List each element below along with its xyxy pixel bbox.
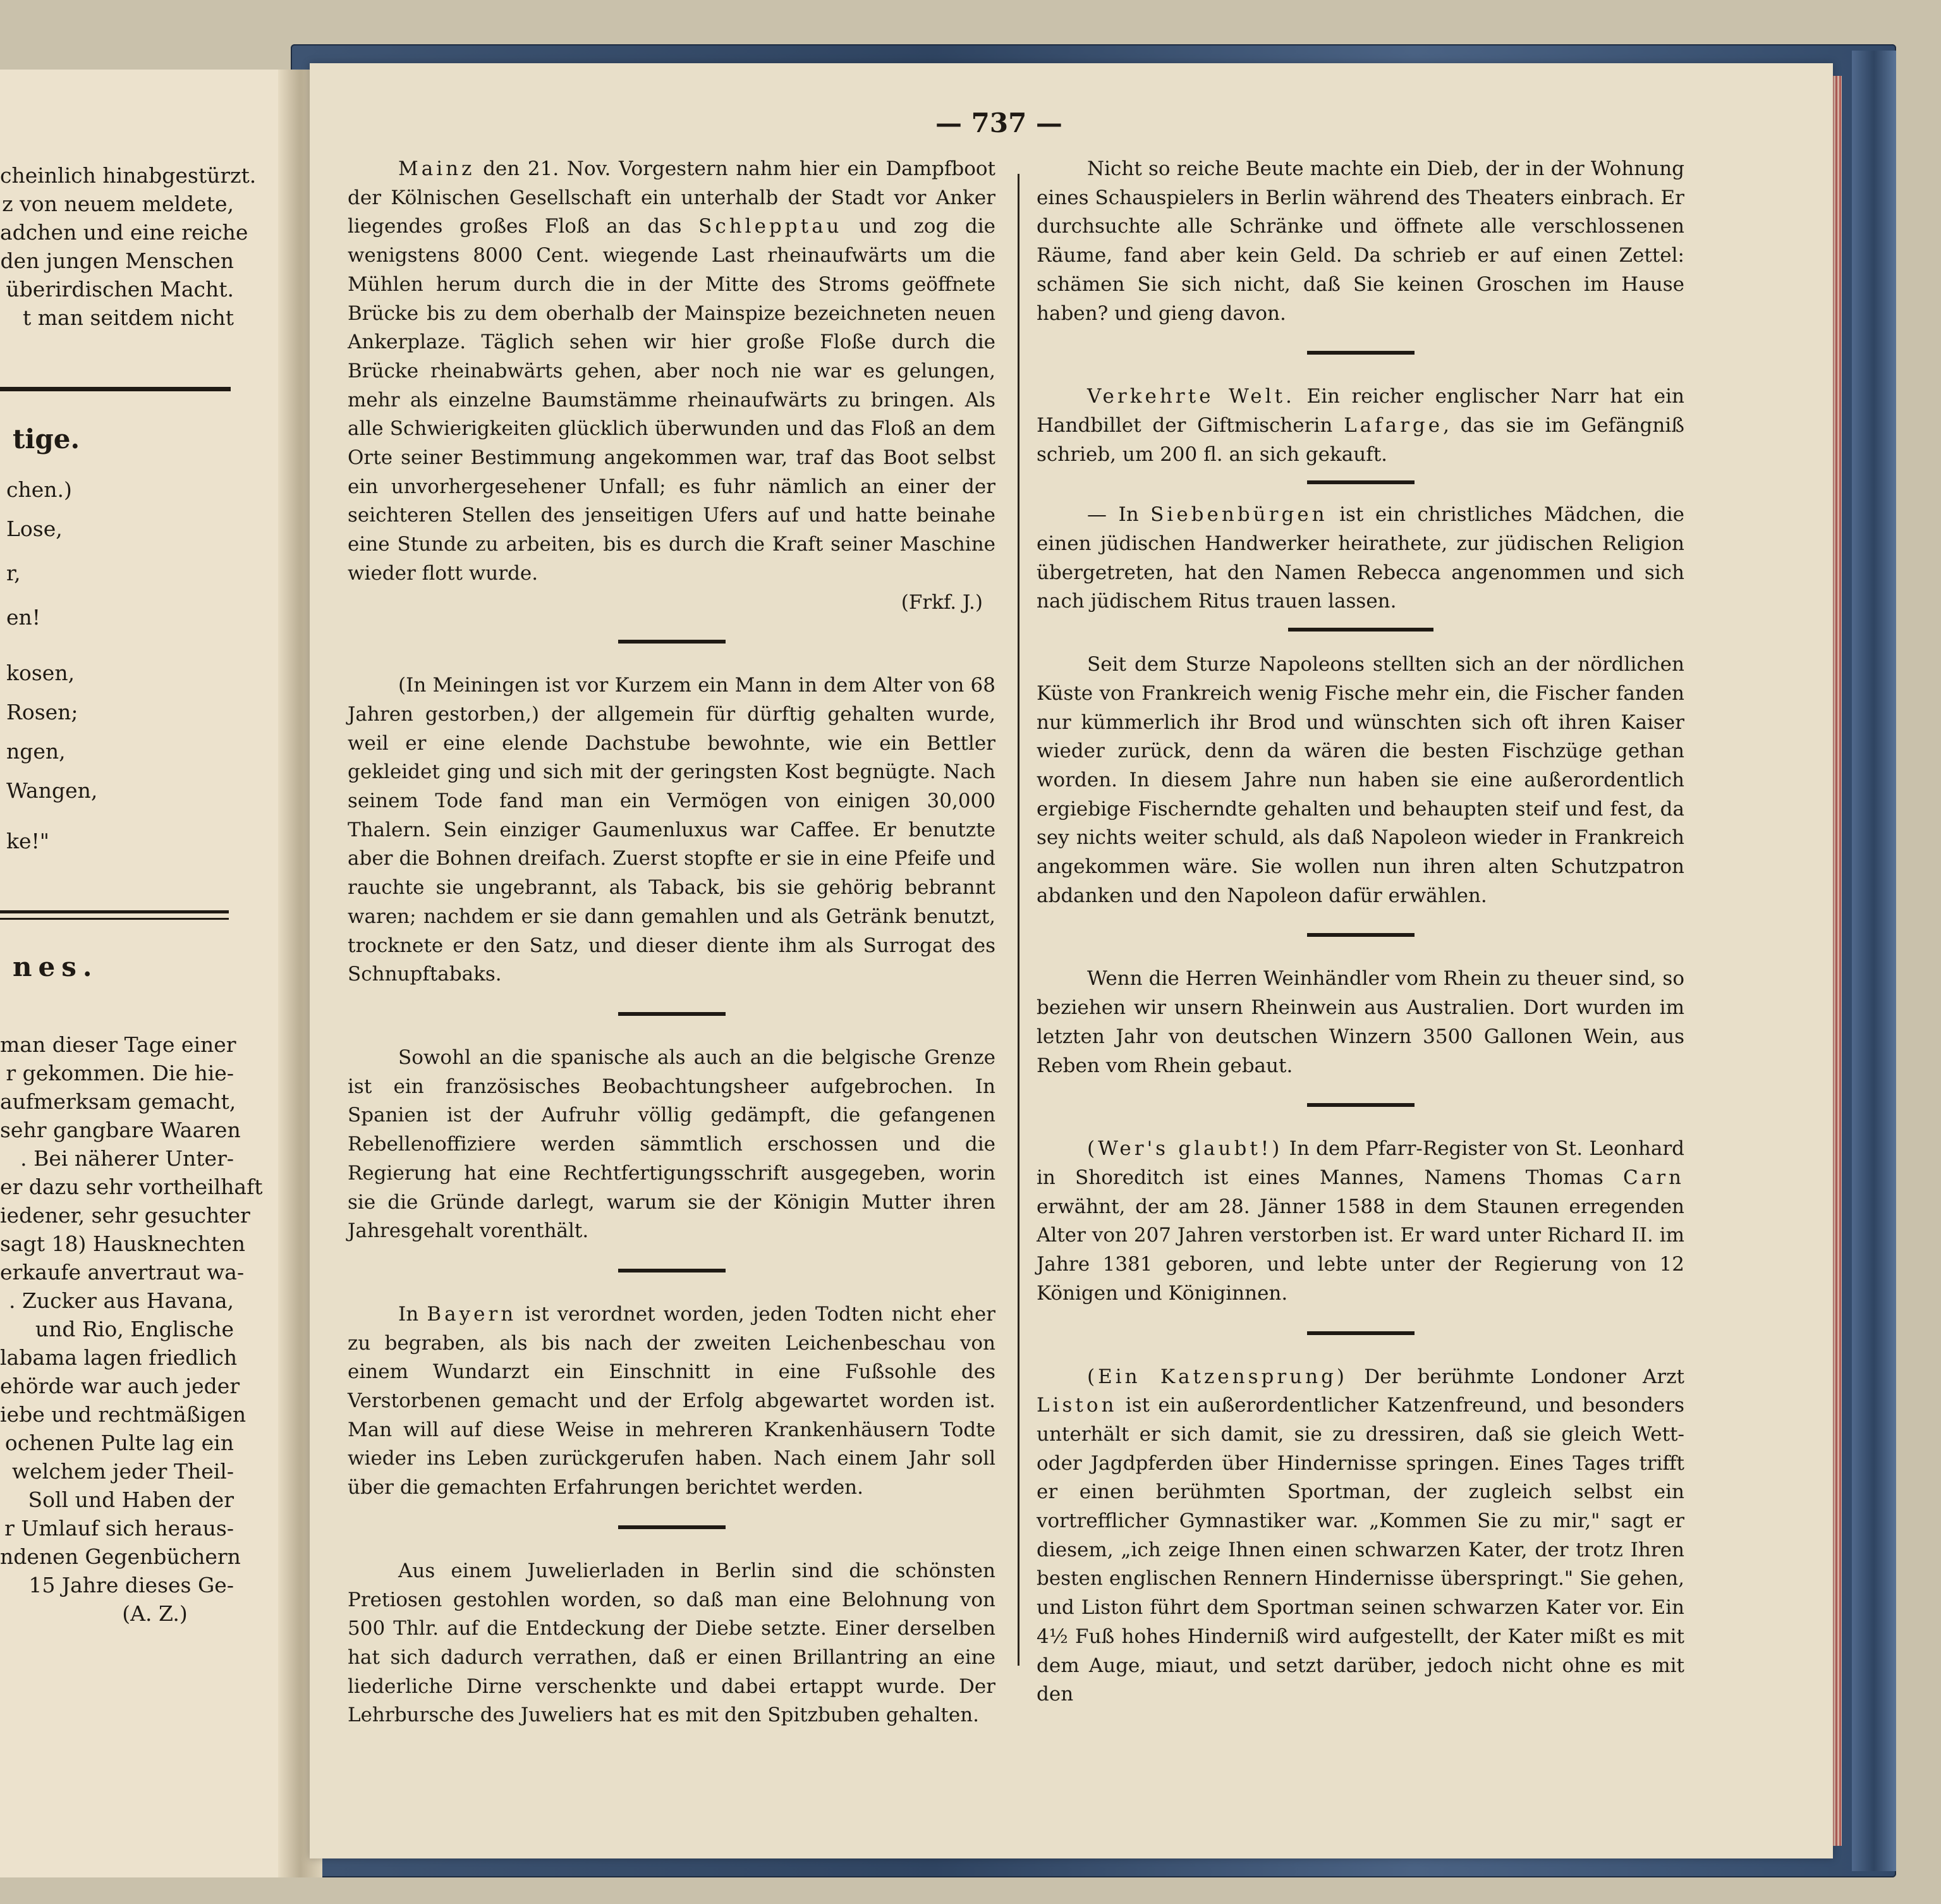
article-text: und zog die wenigstens 8000 Cent. wiegende Last rheinaufwärts um die Mühlen herum durch die in der Mitte des Stroms geöffnete Brücke bis zu dem oberhalb der Mainspize bezeichneten neuen Ankerplaze. Täglich sehen wir hier große Floße durch die Brücke rheinabwärts gehen, aber noch nie war es gelungen, mehr als einzelne Baumstämme rheinaufwärts zu bringen. Als alle Schwierigkeiten glücklich überwunden und das Floß an dem Orte seiner Bestimmung angekommen war, traf das Boot selbst ein unvorhergesehener Unfall; es fuhr nämlich an einer der seichteren Stellen des jenseitigen Ufers auf und hatte beinahe eine Stunde zu arbeiten, bis es durch die Kraft seiner Maschine wieder flott wurde. (348, 215, 995, 585)
article-napoleon: Seit dem Sturze Napoleons stellten sich an der nördlichen Küste von Frankreich wenig Fische mehr ein, die Fischer fanden nur kümmerlich ihr Brod und wünschten sich oft ihren Kaiser wieder zurück, denn da wären die besten Fischzüge gethan worden. In diesem Jahre nun haben sie eine außerordentlich ergiebige Fischerndte gehalten und behaupten steif und fest, da sey nichts weiter schuld, als daß Napoleon wieder in Frankreich angekommen wäre. Sie wollen nun ihren alten Schutzpatron abdanken und den Napoleon dafür erwählen. (1037, 653, 1684, 907)
left-heading-1: tige. (13, 424, 80, 455)
article-text: In dem Pfarr-Register von St. Leonhard in Shoreditch ist eines Mannes, Namens Thomas (1037, 1137, 1684, 1189)
article-juwelier: Aus einem Juwelierladen in Berlin sind die schönsten Pretiosen gestohlen worden, so daß man eine Belohnung von 500 Thlr. auf die Entdeckung der Diebe setzte. Einer derselben hat sich dadurch verrathen, daß er einen Brillantring an eine liederliche Dirne verschenkte und dabei ertappt wurde. Der Lehrbursche des Juweliers hat es mit den Spitzbuben gehalten. (348, 1559, 995, 1727)
left-line: cheinlich hinabgestürzt. (0, 163, 257, 188)
article-wers-glaubt (1037, 1135, 1684, 1308)
article-weinhaendler: Wenn die Herren Weinhändler vom Rhein zu theuer sind, so beziehen wir unsern Rheinwein aus Australien. Dort wurden im letzten Jahr von deutschen Winzern 3500 Gallonen Wein, aus Reben vom Rhein gebaut. (1037, 967, 1684, 1077)
left-line: Lose, (6, 516, 63, 541)
left-line: Rosen; (6, 700, 78, 724)
left-line: ke!" (6, 829, 49, 853)
spaced-word: (Ein Katzensprung) (1087, 1365, 1348, 1388)
article-text: Der berühmte Londoner Arzt (1348, 1365, 1685, 1388)
left-line: den jungen Menschen (0, 248, 234, 273)
article-source: (Frkf. J.) (901, 590, 983, 614)
left-page-poem (6, 468, 240, 858)
article-dieb: Nicht so reiche Beute machte ein Dieb, der in der Wohnung eines Schauspielers in Berlin während des Theaters einbrach. Er durchsuchte alle Schränke und öffnete alle verschlossenen Räume, fand aber kein Geld. Da schrieb er auf einen Zettel: schämen Sie sich nicht, daß Sie keinen Groschen im Hause haben? und gieng davon. (1037, 157, 1684, 325)
separator-rule (618, 1012, 726, 1016)
separator-rule (1307, 480, 1415, 484)
separator-rule (618, 1525, 726, 1529)
left-line: en! (6, 605, 41, 630)
left-rule-top (0, 387, 231, 391)
article-text: In (398, 1302, 427, 1326)
left-line: . Bei näherer Unter- (20, 1146, 234, 1171)
article-meiningen: (In Meiningen ist vor Kurzem ein Mann in dem Alter von 68 Jahren gestorben,) der allgemein für dürftig gehalten wurde, weil er eine elende Dachstube bewohnte, wie ein Bettler gekleidet ging und sich mit der geringsten Kost begnügte. Nach seinem Tode fand man ein Vermögen von einigen 30,000 Thalern. Sein einziger Gaumenluxus war Caffee. Er benutzte aber die Bohnen dreifach. Zuerst stopfte er sie in eine Pfeife und rauchte sie ungebrannt, als Taback, bis sie gehörig bebrannt waren; nachdem er sie dann gemahlen und als Getränk benutzt, trocknete er den Satz, und dieser diente ihm als Surrogat des Schnupftabaks. (348, 674, 995, 986)
left-line: kosen, (6, 661, 75, 685)
left-line: Wangen, (6, 778, 98, 803)
left-line: r, (6, 561, 21, 585)
separator-rule (618, 1269, 726, 1272)
left-heading-2: nes. (13, 951, 99, 982)
page-number: — 737 — (935, 107, 1062, 138)
article-mainz (348, 155, 995, 589)
left-line: z von neuem meldete, (2, 192, 234, 216)
left-line: ngen, (6, 739, 66, 764)
separator-rule (1288, 628, 1433, 632)
left-line: und Rio, Englische (35, 1317, 234, 1341)
left-line: ndenen Gegenbüchern (0, 1544, 241, 1569)
left-line: Soll und Haben der (28, 1487, 234, 1512)
spaced-word: Siebenbürgen (1150, 503, 1328, 527)
left-line: chen.) (6, 477, 72, 502)
separator-rule (618, 640, 726, 644)
left-line: erkaufe anvertraut wa- (0, 1260, 245, 1285)
left-line: labama lagen friedlich (0, 1345, 238, 1370)
spaced-word: Carn (1623, 1166, 1684, 1189)
left-line: aufmerksam gemacht, (0, 1089, 236, 1114)
left-source: (A. Z.) (122, 1601, 188, 1626)
spaced-word: (Wer's glaubt!) (1087, 1137, 1283, 1161)
column-divider (1018, 174, 1019, 1666)
separator-rule (1307, 933, 1415, 937)
article-verkehrte-welt (1037, 382, 1684, 469)
place-name: Mainz (398, 157, 475, 180)
article-text: erwähnt, der am 28. Jänner 1588 in dem Staunen erregenden Alter von 207 Jahren verstorben ist. Er ward unter Richard II. im Jahre 1381 geboren, und lebte unter der Regierung von 12 Königen und Königinnen. (1037, 1195, 1684, 1305)
left-line: sagt 18) Hausknechten (0, 1231, 246, 1256)
spaced-word: Verkehrte Welt. (1087, 385, 1295, 408)
left-line: . Zucker aus Havana, (9, 1288, 234, 1313)
left-line: ochenen Pulte lag ein (4, 1431, 234, 1455)
left-line: er dazu sehr vortheilhaft (0, 1175, 263, 1199)
separator-rule (1307, 1103, 1415, 1107)
separator-rule (1307, 1331, 1415, 1335)
left-line: iedener, sehr gesuchter (0, 1203, 250, 1228)
article-grenze: Sowohl an die spanische als auch an die belgische Grenze ist ein französisches Beobachtungsheer aufgebrochen. In Spanien ist der Aufruhr völlig gedämpft, die gefangenen Rebellenoffiziere werden sämmtlich erschossen und die Regierung hat eine Rechtfertigungsschrift ausgegeben, worin sie die Gründe darlegt, warum sie der Königin Mutter ihren Jahresgehalt vorenthält. (348, 1046, 995, 1243)
article-text: den 21. Nov. Vorgestern nahm hier ein Dampfboot der Kölnischen Gesellschaft ein unterhalb der Stadt vor Anker liegendes großes Floß an das (348, 157, 995, 238)
article-bayern (348, 1300, 995, 1503)
cover-edge (1852, 51, 1896, 1871)
left-line: t man seitdem nicht (23, 305, 234, 330)
column-1 (348, 155, 995, 1730)
article-siebenbuergen (1037, 501, 1684, 616)
left-line: r Umlauf sich heraus- (4, 1516, 234, 1541)
article-text: ist ein außerordentlicher Katzenfreund, und besonders unterhält er sich damit, sie zu dressiren, daß sie gleich Wett- oder Jagdpferden über Hindernisse springen. Eines Tages trifft er einen berühmten Sportman, der zugleich selbst ein vortrefflicher Gymnastiker war. „Kommen Sie zu mir," sagt er diesem, „ich zeige Ihnen einen schwarzen Kater, der trotz Ihren besten englischen Rennern Hindernisse überspringt." Sie gehen, und Liston führt dem Sportman seinen schwarzen Kater vor. Ein 4½ Fuß hohes Hinderniß wird aufgestellt, der Kater mißt es mit dem Auge, miaut, und setzt darüber, jedoch nicht ohne es mit den (1037, 1394, 1684, 1706)
article-katzensprung (1037, 1363, 1684, 1709)
left-line: man dieser Tage einer (0, 1032, 236, 1057)
left-line: überirdischen Macht. (6, 277, 234, 302)
article-text: — In (1087, 503, 1151, 527)
separator-rule (1307, 351, 1415, 355)
article-text: Ein reicher englischer Narr hat ein Handbillet der Giftmischerin (1037, 385, 1685, 437)
left-rule-mid-2 (0, 918, 229, 920)
left-page-text-top (0, 161, 257, 332)
article-text: ist verordnet worden, jeden Todten nicht eher zu begraben, als bis nach der zweiten Leichenbeschau von einem Wundarzt ein Einschnitt in eine Fußsohle des Verstorbenen gemacht und der Erfolg abgewartet worden ist. Man will auf diese Weise in mehreren Krankenhäusern Todte wieder ins Leben zurückgerufen haben. Nach einem Jahr soll über die gemachten Erfahrungen berichtet werden. (348, 1302, 995, 1499)
left-line: iebe und rechtmäßigen (0, 1402, 246, 1427)
spaced-word: Schlepptau (698, 215, 843, 238)
left-page-text-bottom (0, 1030, 263, 1628)
article-text: , das sie im Gefängniß schrieb, um 200 fl. an sich gekauft. (1037, 413, 1684, 466)
spaced-word: Liston (1037, 1394, 1117, 1417)
column-2 (1037, 155, 1684, 1709)
left-rule-mid (0, 910, 229, 913)
spaced-word: Lafarge (1344, 413, 1444, 437)
spaced-word: Bayern (427, 1302, 517, 1326)
left-line: welchem jeder Theil- (11, 1459, 234, 1484)
left-line: 15 Jahre dieses Ge- (28, 1573, 234, 1597)
article-text: ist ein christliches Mädchen, die einen jüdischen Handwerker heirathete, zur jüdischen Religion übergetreten, hat den Namen Rebecca angenommen und sich nach jüdischem Ritus trauen lassen. (1037, 503, 1685, 613)
left-line: ehörde war auch jeder (0, 1374, 240, 1398)
left-line: adchen und eine reiche (0, 220, 248, 245)
left-line: r gekommen. Die hie- (6, 1061, 234, 1085)
left-line: sehr gangbare Waaren (0, 1118, 241, 1142)
